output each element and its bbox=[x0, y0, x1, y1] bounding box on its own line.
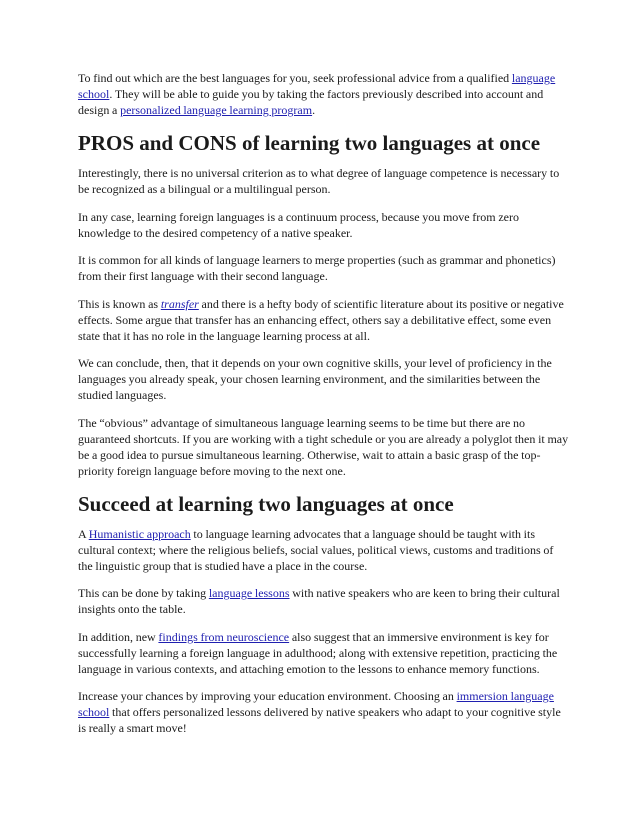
intro-paragraph bbox=[78, 70, 570, 118]
transfer-link[interactable]: transfer bbox=[160, 296, 199, 311]
humanistic-approach-link[interactable]: Humanistic approach bbox=[88, 526, 191, 541]
immersion-school-link[interactable]: immersion language school bbox=[78, 689, 554, 719]
neuroscience-findings-link[interactable]: findings from neuroscience bbox=[158, 629, 290, 644]
paragraph-continuum: In any case, learning foreign languages is a continuum process, because you move from zero knowledge to the desired competency of a native speaker. bbox=[78, 209, 519, 240]
lessons-text-2: with native speakers who are keen to bring their cultural insights onto the table. bbox=[78, 586, 560, 616]
paragraph-neuroscience bbox=[78, 629, 570, 677]
paragraph-transfer bbox=[78, 296, 570, 344]
paragraph-immersion bbox=[78, 688, 570, 736]
language-school-link[interactable]: language school bbox=[78, 71, 556, 101]
section-heading-pros-cons: PROS and CONS of learning two languages at once bbox=[78, 131, 541, 155]
intro-text-2: . They will be able to guide you by taking the factors previously described into account and design a bbox=[78, 87, 544, 117]
immersion-text-2: that offers personalized lessons delivered by native speakers who adapt to your cognitive style is really a smart move! bbox=[78, 705, 561, 735]
neuroscience-text-1: In addition, new bbox=[78, 629, 159, 644]
humanistic-text-2: to language learning advocates that a language should be taught with its cultural context; where the religious beliefs, social values, political views, customs and traditions of the linguistic group that is studied have a place in the course. bbox=[78, 526, 554, 573]
intro-text-1: To find out which are the best languages for you, seek professional advice from a qualified bbox=[78, 71, 512, 85]
paragraph-conclusion: We can conclude, then, that it depends on your own cognitive skills, your level of proficiency in the languages you already speak, your chosen learning environment, and the similarities between the studied languages. bbox=[78, 356, 552, 402]
immersion-text-1: Increase your chances by improving your education environment. Choosing an bbox=[78, 689, 457, 703]
language-lessons-link[interactable]: language lessons bbox=[208, 586, 290, 600]
paragraph-obvious-advantage: The “obvious” advantage of simultaneous language learning seems to be time but there are no guaranteed shortcuts. If you are working with a tight schedule or you are already a polyglot then it may be a good idea to pursue simultaneous learning. Otherwise, wait to attain a basic grasp of the top-priority foreign language before moving to the next one. bbox=[78, 415, 569, 478]
transfer-text-2: and there is a hefty body of scientific literature about its positive or negative effects. Some argue that transfer has an enhancing effect, others say a debilitative effect, some even state that it has no role in the language learning process at all. bbox=[78, 296, 564, 343]
paragraph-language-lessons bbox=[78, 585, 570, 617]
personalized-program-link[interactable]: personalized language learning program bbox=[120, 103, 313, 117]
intro-text-3: . bbox=[312, 103, 316, 117]
neuroscience-text-2: also suggest that an immersive environment is key for successfully learning a foreign language in adulthood; along with extensive repetition, practicing the language in various contexts, and attaching emotion to the lessons to enhance memory functions. bbox=[78, 629, 558, 676]
humanistic-text-1: A bbox=[78, 526, 89, 541]
paragraph-criterion: Interestingly, there is no universal criterion as to what degree of language competence is necessary to be recognized as a bilingual or a multilingual person. bbox=[78, 166, 560, 196]
paragraph-merge-properties: It is common for all kinds of language learners to merge properties (such as grammar and phonetics) from their first language with their second language. bbox=[78, 253, 556, 283]
section-heading-succeed: Succeed at learning two languages at once bbox=[78, 491, 454, 516]
paragraph-humanistic bbox=[78, 526, 570, 574]
lessons-text-1: This can be done by taking bbox=[78, 586, 209, 600]
transfer-text-1: This is known as bbox=[78, 296, 161, 311]
document-page bbox=[78, 70, 570, 748]
